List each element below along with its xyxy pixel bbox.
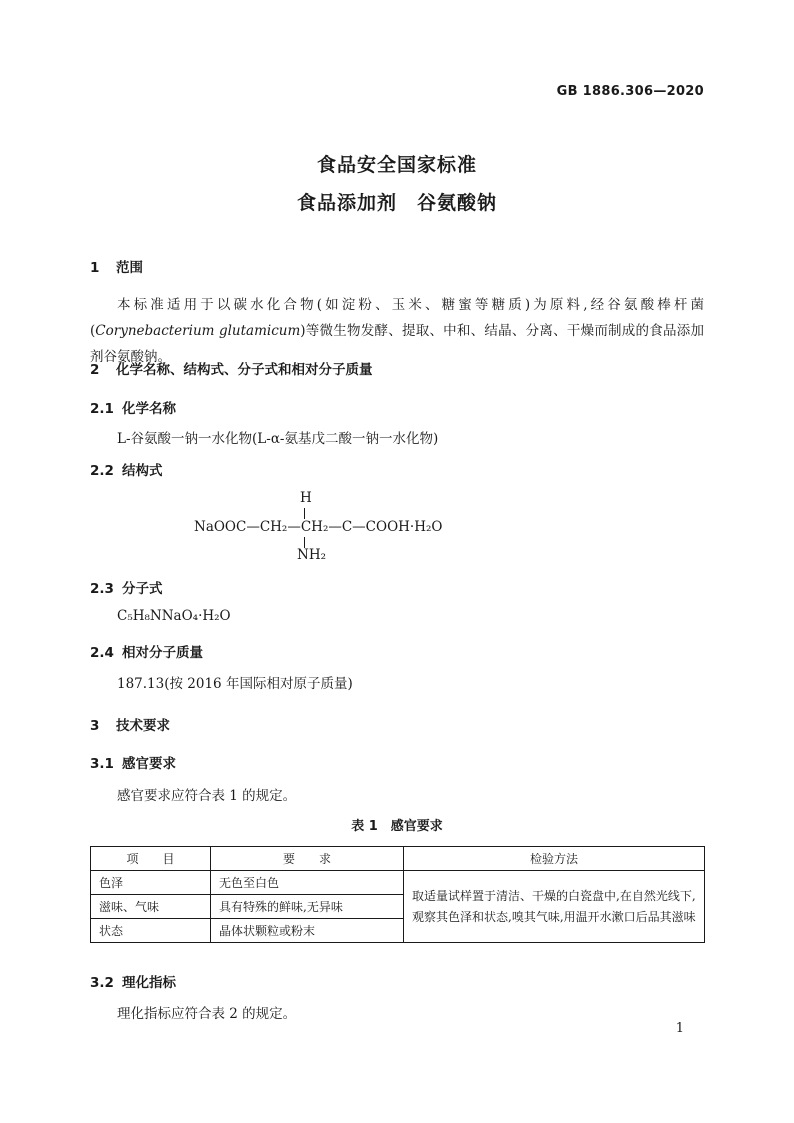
sensory-intro: 感官要求应符合表 1 的规定。 <box>117 788 297 804</box>
document-title: 食品安全国家标准 <box>316 154 477 176</box>
section-3-1-heading <box>90 752 176 772</box>
section-title: 相对分子质量 <box>122 645 203 661</box>
section-1-heading <box>90 256 143 276</box>
table-row <box>91 871 705 895</box>
section-2-heading <box>90 358 373 378</box>
row-requirement: 无色至白色 <box>211 871 404 895</box>
section-number: 3 <box>90 718 100 734</box>
table-header-row <box>91 847 705 871</box>
section-3-heading <box>90 714 170 734</box>
standard-number: GB 1886.306—2020 <box>556 84 704 99</box>
molecular-weight: 187.13(按 2016 年国际相对原子质量) <box>117 676 353 692</box>
physchem-intro: 理化指标应符合表 2 的规定。 <box>117 1006 297 1022</box>
organism-latin-name: Corynebacterium glutamicum <box>95 323 301 339</box>
section-title: 感官要求 <box>122 756 176 772</box>
section-number: 3.1 <box>90 756 114 772</box>
section-title: 分子式 <box>122 581 163 597</box>
formula-bottom-group: NH₂ <box>297 547 326 563</box>
formula-main-chain: NaOOC—CH₂—CH₂—C—COOH·H₂O <box>194 519 443 535</box>
section-3-2-heading <box>90 971 176 991</box>
section-number: 2 <box>90 362 100 378</box>
scope-text-a: 本标准适用于以碳水化合物(如淀粉、玉米、糖蜜等糖质)为原料,经谷氨酸棒杆菌( <box>90 297 704 339</box>
column-header-method: 检验方法 <box>404 847 705 871</box>
row-item: 状态 <box>91 919 211 943</box>
section-2-4-heading <box>90 641 203 661</box>
molecular-formula: C₅H₈NNaO₄·H₂O <box>117 608 231 624</box>
section-number: 2.2 <box>90 463 114 479</box>
row-item: 滋味、气味 <box>91 895 211 919</box>
section-title: 理化指标 <box>122 975 176 991</box>
column-header-requirement: 要 求 <box>211 847 404 871</box>
section-number: 3.2 <box>90 975 114 991</box>
page-number: 1 <box>675 1021 684 1036</box>
row-item: 色泽 <box>91 871 211 895</box>
chemical-name: L-谷氨酸一钠一水化物(L-α-氨基戊二酸一钠一水化物) <box>117 431 439 447</box>
inspection-method: 取适量试样置于清洁、干燥的白瓷盘中,在自然光线下,观察其色泽和状态,嗅其气味,用温开水漱口后品其滋味 <box>404 871 705 943</box>
column-header-item: 项 目 <box>91 847 211 871</box>
sensory-requirements-table <box>90 846 705 943</box>
formula-top-atom: H <box>300 490 312 506</box>
row-requirement: 晶体状颗粒或粉末 <box>211 919 404 943</box>
section-title: 化学名称 <box>122 401 176 417</box>
section-title: 范围 <box>116 260 143 276</box>
table-1-caption: 表 1 感官要求 <box>351 819 443 834</box>
scope-text-c: )等微生物发酵、提取、中和、结晶、分离、干燥而制成的食品添加剂谷氨酸钠。 <box>90 323 704 365</box>
section-number: 1 <box>90 260 100 276</box>
section-2-2-heading <box>90 459 163 479</box>
section-2-1-heading <box>90 397 176 417</box>
section-title: 结构式 <box>122 463 163 479</box>
section-2-3-heading <box>90 577 163 597</box>
section-number: 2.4 <box>90 645 114 661</box>
section-title: 化学名称、结构式、分子式和相对分子质量 <box>116 362 373 378</box>
section-number: 2.1 <box>90 401 114 417</box>
row-requirement: 具有特殊的鲜味,无异味 <box>211 895 404 919</box>
section-number: 2.3 <box>90 581 114 597</box>
bond-line-top <box>304 508 305 519</box>
document-subtitle: 食品添加剂 谷氨酸钠 <box>296 192 497 214</box>
section-title: 技术要求 <box>116 718 170 734</box>
